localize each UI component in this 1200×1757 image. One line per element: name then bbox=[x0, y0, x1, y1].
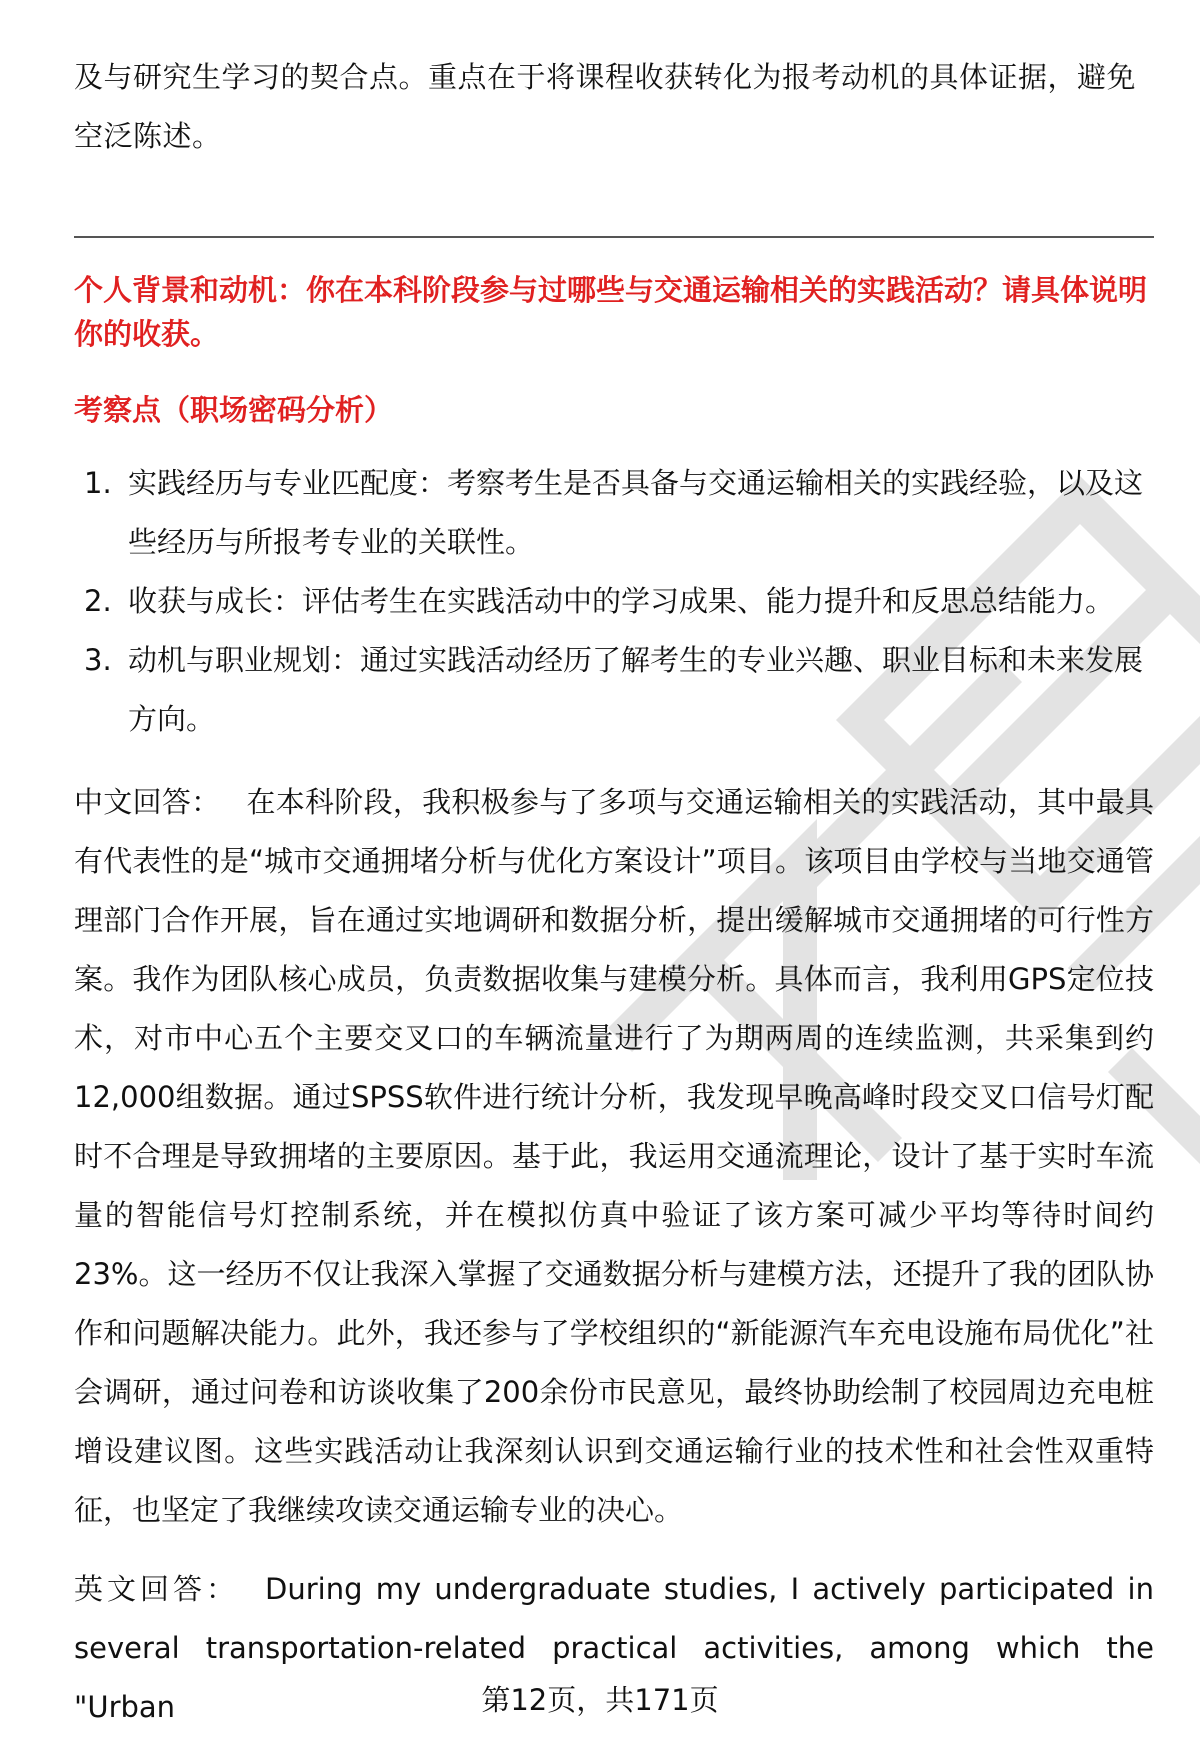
section-divider bbox=[74, 236, 1154, 238]
list-number: 1. bbox=[84, 466, 112, 500]
question-heading: 个人背景和动机：你在本科阶段参与过哪些与交通运输相关的实践活动？请具体说明你的收获。 bbox=[74, 273, 1148, 351]
focus-title: 考察点（职场密码分析） bbox=[74, 393, 394, 427]
page-content bbox=[74, 48, 1154, 1757]
list-number: 2. bbox=[84, 584, 112, 618]
list-item bbox=[74, 631, 1154, 749]
english-answer-label: 英文回答： bbox=[74, 1572, 240, 1606]
list-number: 3. bbox=[84, 643, 112, 677]
english-answer-text: During my undergraduate studies, I actively participated in several transportation-related practical activities, among which the "Urban bbox=[74, 1572, 1154, 1724]
chinese-answer-label: 中文回答： bbox=[74, 785, 221, 819]
chinese-answer-text: 在本科阶段，我积极参与了多项与交通运输相关的实践活动，其中最具有代表性的是“城市交通拥堵分析与优化方案设计”项目。该项目由学校与当地交通管理部门合作开展，旨在通过实地调研和数据分析，提出缓解城市交通拥堵的可行性方案。我作为团队核心成员，负责数据收集与建模分析。具体而言，我利用GPS定位技术，对市中心五个主要交叉口的车辆流量进行了为期两周的连续监测，共采集到约12,000组数据。通过SPSS软件进行统计分析，我发现早晚高峰时段交叉口信号灯配时不合理是导致拥堵的主要原因。基于此，我运用交通流理论，设计了基于实时车流量的智能信号灯控制系统，并在模拟仿真中验证了该方案可减少平均等待时间约23%。这一经历不仅让我深入掌握了交通数据分析与建模方法，还提升了我的团队协作和问题解决能力。此外，我还参与了学校组织的“新能源汽车充电设施布局优化”社会调研，通过问卷和访谈收集了200余份市民意见，最终协助绘制了校园周边充电桩增设建议图。这些实践活动让我深刻认识到交通运输行业的技术性和社会性双重特征，也坚定了我继续攻读交通运输专业的决心。 bbox=[74, 785, 1154, 1527]
page-footer: 第12页，共171页 bbox=[481, 1683, 719, 1717]
list-text: 收获与成长：评估考生在实践活动中的学习成果、能力提升和反思总结能力。 bbox=[128, 584, 1115, 618]
list-text: 实践经历与专业匹配度：考察考生是否具备与交通运输相关的实践经验，以及这些经历与所报考专业的关联性。 bbox=[128, 466, 1144, 559]
chinese-answer bbox=[74, 773, 1154, 1540]
list-text: 动机与职业规划：通过实践活动经历了解考生的专业兴趣、职业目标和未来发展方向。 bbox=[128, 643, 1144, 736]
top-paragraph: 及与研究生学习的契合点。重点在于将课程收获转化为报考动机的具体证据，避免空泛陈述。 bbox=[74, 60, 1137, 153]
list-item bbox=[74, 454, 1154, 572]
focus-points-list bbox=[74, 454, 1154, 749]
list-item bbox=[74, 572, 1154, 631]
